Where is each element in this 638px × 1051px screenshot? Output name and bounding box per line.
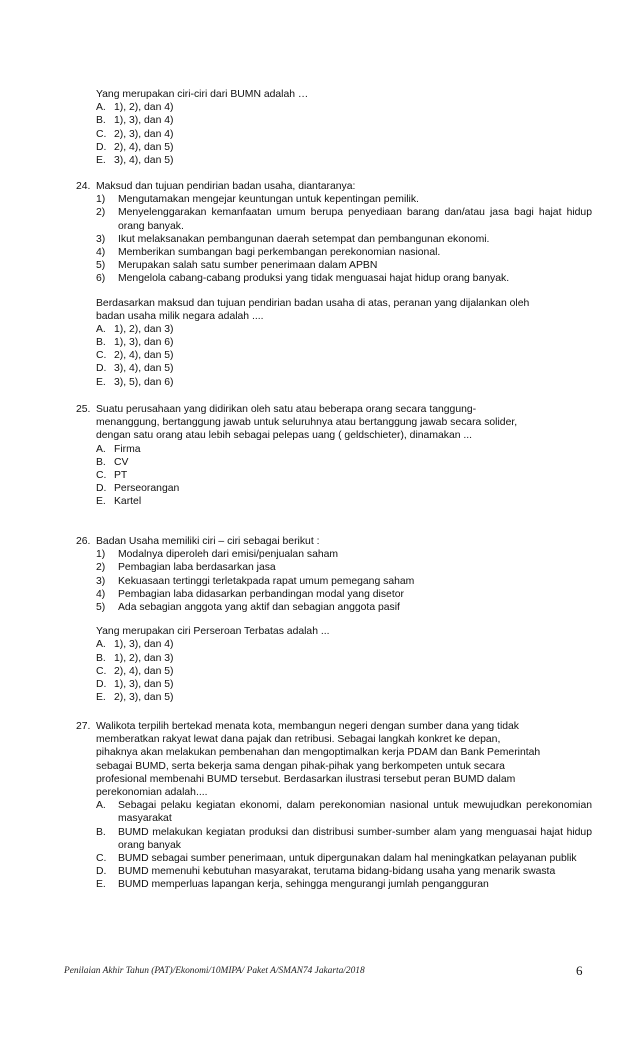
question-24-prompt-line2: badan usaha milik negara adalah .... xyxy=(96,310,264,322)
question-27-stem-line2: memberatkan rakyat lewat dana pajak dan retribusi. Sebagai langkah konkret ke depan, xyxy=(96,734,501,746)
item-26-4: 4) Pembagian laba didasarkan perbandingan modal yang disetor xyxy=(96,588,404,600)
item-24-4: 4) Memberikan sumbangan bagi perkembangan perekonomian nasional. xyxy=(96,246,441,258)
option-24-c: C. 2), 4), dan 5) xyxy=(96,350,174,362)
question-25 xyxy=(76,403,592,509)
option-25-b: B. CV xyxy=(96,456,129,468)
question-24-stem: 24. Maksud dan tujuan pendirian badan usaha, diantaranya: xyxy=(76,181,356,192)
question-23-continuation xyxy=(76,88,592,167)
item-24-2: 2) Menyelenggarakan kemanfaatan umum berupa penyediaan barang dan/atau jasa bagi hajat hidup orang banyak. xyxy=(96,207,592,232)
option-25-d: D. Perseorangan xyxy=(96,483,180,495)
page-number: 6 xyxy=(576,963,583,978)
option-27-e: E. BUMD memperluas lapangan kerja, sehingga mengurangi jumlah pengangguran xyxy=(96,879,489,891)
question-27-stem-line4: sebagai BUMD, serta bekerja sama dengan pihak-pihak yang berkompeten untuk secara xyxy=(96,760,505,772)
option-23-a: A. 1), 2), dan 4) xyxy=(96,102,174,114)
question-23-stem: Yang merupakan ciri-ciri dari BUMN adalah … xyxy=(96,89,309,100)
item-24-1: 1) Mengutamakan mengejar keuntungan untuk kepentingan pemilik. xyxy=(96,194,419,206)
option-23-b: B. 1), 3), dan 4) xyxy=(96,115,174,127)
option-27-a: A. Sebagai pelaku kegiatan ekonomi, dalam perekonomian nasional untuk mewujudkan perekonomian masyarakat xyxy=(96,800,592,825)
option-26-e: E. 2), 3), dan 5) xyxy=(96,692,174,704)
question-26-prompt: Yang merupakan ciri Perseroan Terbatas adalah ... xyxy=(96,626,330,638)
option-23-d: D. 2), 4), dan 5) xyxy=(96,141,174,153)
item-26-2: 2) Pembagian laba berdasarkan jasa xyxy=(96,562,276,574)
question-27-stem-line1: 27. Walikota terpilih bertekad menata kota, membangun negeri dengan sumber dana yang tidak xyxy=(76,721,520,732)
item-24-6: 6) Mengelola cabang-cabang produksi yang tidak menguasai hajat hidup orang banyak. xyxy=(96,273,510,285)
item-26-1: 1) Modalnya diperoleh dari emisi/penjualan saham xyxy=(96,549,339,561)
question-27-stem-line6: perekonomian adalah.... xyxy=(96,786,208,798)
question-26 xyxy=(76,535,592,704)
option-27-b: B. BUMD melakukan kegiatan produksi dan distribusi sumber-sumber alam yang menguasai hajat hidup orang banyak xyxy=(96,826,592,851)
option-26-b: B. 1), 2), dan 3) xyxy=(96,652,174,664)
option-24-b: B. 1), 3), dan 6) xyxy=(96,337,174,349)
option-27-c: C. BUMD sebagai sumber penerimaan, untuk dipergunakan dalam hal meningkatkan pelayanan publik xyxy=(96,852,577,864)
option-27-d: D. BUMD memenuhi kebutuhan masyarakat, terutama bidang-bidang usaha yang menarik swasta xyxy=(96,866,556,878)
option-24-e: E. 3), 5), dan 6) xyxy=(96,376,174,388)
question-27-stem-line3: pihaknya akan melakukan pembenahan dan mengoptimalkan kerja PDAM dan Bank Pemerintah xyxy=(96,747,541,759)
option-24-d: D. 3), 4), dan 5) xyxy=(96,363,174,375)
item-26-3: 3) Kekuasaan tertinggi terletakpada rapat umum pemegang saham xyxy=(96,575,415,587)
option-26-d: D. 1), 3), dan 5) xyxy=(96,678,174,690)
question-25-stem-line2: menanggung, bertanggung jawab untuk seluruhnya atau bertanggung jawab secara solider, xyxy=(96,417,518,429)
question-26-stem: 26. Badan Usaha memiliki ciri – ciri sebagai berikut : xyxy=(76,536,320,547)
item-26-5: 5) Ada sebagian anggota yang aktif dan sebagian anggota pasif xyxy=(96,601,400,613)
option-25-e: E. Kartel xyxy=(96,496,142,508)
question-25-stem-line3: dengan satu orang atau lebih sebagai pelepas uang ( geldschieter), dinamakan ... xyxy=(96,430,473,442)
question-24-prompt-line1: Berdasarkan maksud dan tujuan pendirian badan usaha di atas, peranan yang dijalankan oleh xyxy=(96,297,530,309)
option-23-c: C. 2), 3), dan 4) xyxy=(96,128,174,140)
page-footer: Penilaian Akhir Tahun (PAT)/Ekonomi/10MIPA/ Paket A/SMAN74 Jakarta/2018 xyxy=(64,966,365,976)
option-25-c: C. PT xyxy=(96,469,128,481)
question-24 xyxy=(76,180,592,389)
item-24-5: 5) Merupakan salah satu sumber penerimaan dalam APBN xyxy=(96,260,378,272)
option-26-a: A. 1), 3), dan 4) xyxy=(96,639,174,651)
question-27 xyxy=(76,720,592,892)
option-25-a: A. Firma xyxy=(96,443,141,455)
question-27-stem-line5: profesional membenahi BUMD tersebut. Berdasarkan ilustrasi tersebut peran BUMD dalam xyxy=(96,773,516,785)
option-23-e: E. 3), 4), dan 5) xyxy=(96,154,174,166)
option-24-a: A. 1), 2), dan 3) xyxy=(96,323,174,335)
question-25-stem-line1: 25. Suatu perusahaan yang didirikan oleh satu atau beberapa orang secara tanggung- xyxy=(76,404,477,415)
item-24-3: 3) Ikut melaksanakan pembangunan daerah setempat dan pembangunan ekonomi. xyxy=(96,233,490,245)
option-26-c: C. 2), 4), dan 5) xyxy=(96,665,174,677)
